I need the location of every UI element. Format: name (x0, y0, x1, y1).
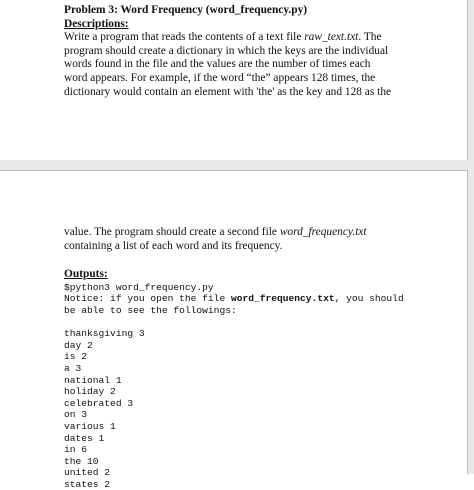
description-paragraph (64, 31, 464, 99)
continuation-line: value. The program should create a second file word_frequency.txt (64, 226, 367, 238)
continuation-line: containing a list of each word and its frequency. (64, 239, 283, 252)
description-line: program should create a dictionary in which the keys are the individual (64, 44, 389, 57)
problem-heading: Problem 3: Word Frequency (word_frequency.py) (64, 4, 308, 16)
output-line: a 3 (64, 362, 82, 374)
output-line: celebrated 3 (64, 397, 134, 409)
page-gap (0, 160, 474, 170)
output-line: on 3 (64, 409, 88, 421)
description-line: words found in the file and the values are the number of times each (64, 58, 371, 71)
descriptions-label: Descriptions: (64, 17, 129, 30)
top-content (64, 4, 464, 99)
page-top (0, 0, 468, 160)
blank-line (64, 317, 464, 329)
output-line: united 2 (64, 467, 111, 479)
output-line: the 10 (64, 455, 99, 467)
output-line: national 1 (64, 374, 122, 386)
output-line: is 2 (64, 351, 88, 363)
output-line: various 1 (64, 420, 116, 432)
output-line: in 6 (64, 444, 88, 456)
continuation-paragraph (64, 226, 464, 253)
description-line: dictionary would contain an element with 'the' as the key and 128 as the (64, 85, 392, 98)
command-line: $python3 word_frequency.py (64, 281, 214, 293)
output-line: thanksgiving 3 (64, 328, 145, 340)
notice-line-2: be able to see the followings: (64, 304, 237, 316)
notice-line: Notice: if you open the file word_frequency.txt, you should (64, 293, 404, 305)
output-line: states 2 (64, 478, 111, 490)
window-edge (468, 0, 474, 474)
output-list (64, 328, 464, 490)
output-line: holiday 2 (64, 386, 116, 398)
output-line: day 2 (64, 339, 93, 351)
outputs-label: Outputs: (64, 268, 108, 281)
bottom-content (64, 226, 464, 490)
description-line: word appears. For example, if the word “the” appears 128 times, the (64, 71, 376, 84)
output-line: dates 1 (64, 432, 105, 444)
description-line: Write a program that reads the contents of a text file raw_text.txt. The (64, 31, 382, 44)
